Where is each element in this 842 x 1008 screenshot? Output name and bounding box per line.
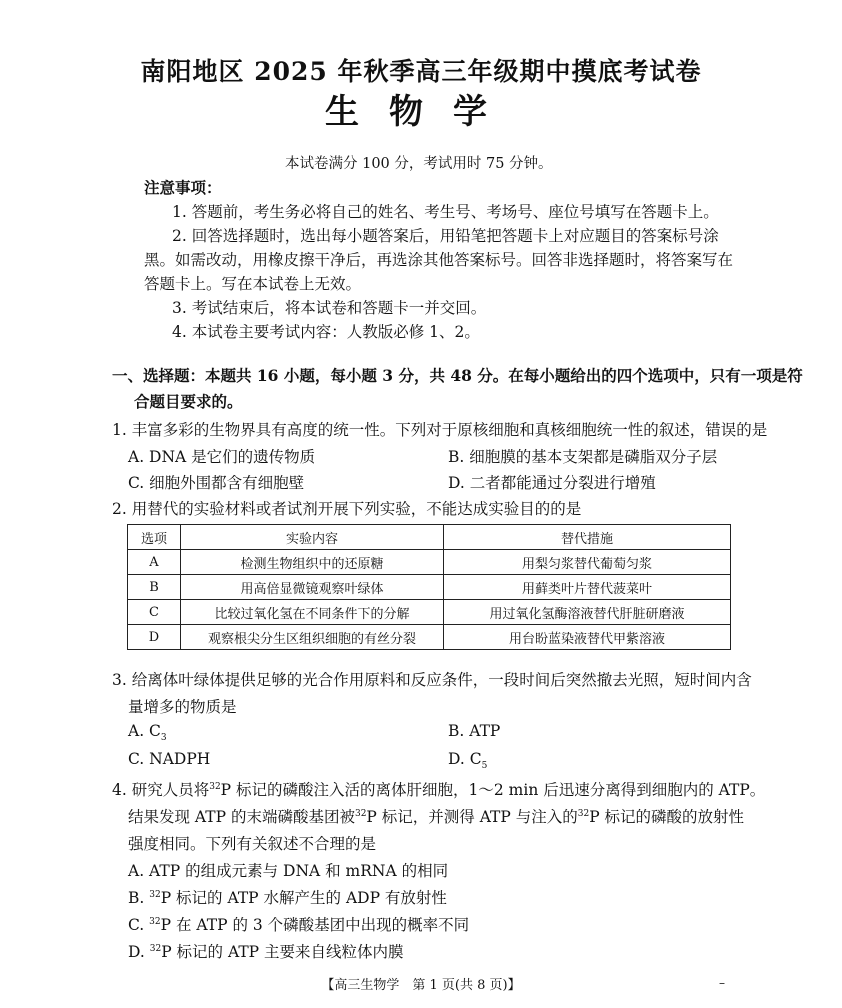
question-2-stem: 2. 用替代的实验材料或者试剂开展下列实验，不能达成实验目的的是 <box>112 500 582 518</box>
table-cell: B <box>128 575 181 600</box>
q1-option-b: B. 细胞膜的基本支架都是磷脂双分子层 <box>448 448 718 466</box>
q3-option-d: D. $C_5$ <box>448 750 488 772</box>
exam-intro: 本试卷满分 100 分，考试用时 75 分钟。 <box>285 156 553 172</box>
q4-option-b: B. $^{32}$P 标记的 ATP 水解产生的 ADP 有放射性 <box>128 889 447 907</box>
q1-option-a: A. DNA 是它们的遗传物质 <box>128 448 316 466</box>
table-row <box>128 550 731 575</box>
notes-line: 3. 考试结束后，将本试卷和答题卡一并交回。 <box>172 299 487 317</box>
table-cell: 观察根尖分生区组织细胞的有丝分裂 <box>181 625 444 650</box>
q4-option-c: C. $^{32}$P 在 ATP 的 3 个磷酸基团中出现的概率不同 <box>128 916 470 934</box>
q2-table <box>127 524 731 650</box>
question-1-stem: 1. 丰富多彩的生物界具有高度的统一性。下列对于原核细胞和真核细胞统一性的叙述，错误的是 <box>112 421 768 439</box>
section-heading: 一、选择题：本题共 16 小题，每小题 3 分，共 48 分。在每小题给出的四个选项中，只有一项是符 <box>112 366 803 385</box>
q1-option-d: D. 二者都能通过分裂进行增殖 <box>448 474 656 492</box>
notes-line: 4. 本试卷主要考试内容：人教版必修 1、2。 <box>172 323 480 341</box>
notes-line: 2. 回答选择题时，选出每小题答案后，用铅笔把答题卡上对应题目的答案标号涂 <box>172 227 719 245</box>
notes-line: 答题卡上。写在本试卷上无效。 <box>144 275 362 293</box>
q3-option-b: B. ATP <box>448 722 501 740</box>
notes-heading: 注意事项： <box>144 178 222 197</box>
table-cell: A <box>128 550 181 575</box>
table-cell: 用藓类叶片替代菠菜叶 <box>444 575 731 600</box>
table-cell: 用梨匀浆替代葡萄匀浆 <box>444 550 731 575</box>
question-4-stem: 4. 研究人员将$^{32}$P 标记的磷酸注入活的离体肝细胞，1～2 min 后迅速分离得到细胞内的 ATP。 <box>112 781 766 799</box>
footer-mark: – <box>719 976 725 990</box>
table-cell: 检测生物组织中的还原糖 <box>181 550 444 575</box>
table-row <box>128 625 731 650</box>
q1-option-c: C. 细胞外围都含有细胞壁 <box>128 474 305 492</box>
notes-line: 1. 答题前，考生务必将自己的姓名、考生号、考场号、座位号填写在答题卡上。 <box>172 203 719 221</box>
notes-line: 黑。如需改动，用橡皮擦干净后，再选涂其他答案标号。回答非选择题时，将答案写在 <box>144 251 734 269</box>
table-cell: C <box>128 600 181 625</box>
table-cell: 用过氧化氢酶溶液替代肝脏研磨液 <box>444 600 731 625</box>
section-heading-cont: 合题目要求的。 <box>134 392 243 411</box>
question-4-stem-cont: 结果发现 ATP 的末端磷酸基团被$^{32}$P 标记，并测得 ATP 与注入的$^{32}$P 标记的磷酸的放射性 <box>128 808 745 826</box>
question-3-stem-cont: 量增多的物质是 <box>128 698 237 716</box>
table-header-row <box>128 525 731 550</box>
table-row <box>128 575 731 600</box>
table-header: 实验内容 <box>181 525 444 550</box>
exam-title: 南阳地区 2025 年秋季高三年级期中摸底考试卷 <box>140 57 702 86</box>
q4-option-d: D. $^{32}$P 标记的 ATP 主要来自线粒体内膜 <box>128 943 404 961</box>
table-cell: D <box>128 625 181 650</box>
q3-option-c: C. NADPH <box>128 750 211 768</box>
q3-option-a: A. $C_3$ <box>128 722 167 744</box>
q4-option-a: A. ATP 的组成元素与 DNA 和 mRNA 的相同 <box>128 862 449 880</box>
table-header: 替代措施 <box>444 525 731 550</box>
table-cell: 比较过氧化氢在不同条件下的分解 <box>181 600 444 625</box>
table-header: 选项 <box>128 525 181 550</box>
table-cell: 用台盼蓝染液替代甲紫溶液 <box>444 625 731 650</box>
page-footer: 【高三生物学 第 1 页(共 8 页)】 <box>321 978 521 993</box>
subject-title: 生物学 <box>325 92 517 132</box>
question-4-stem-cont: 强度相同。下列有关叙述不合理的是 <box>128 835 377 853</box>
table-cell: 用高倍显微镜观察叶绿体 <box>181 575 444 600</box>
table-row <box>128 600 731 625</box>
question-3-stem: 3. 给离体叶绿体提供足够的光合作用原料和反应条件，一段时间后突然撤去光照，短时间内含 <box>112 671 752 689</box>
